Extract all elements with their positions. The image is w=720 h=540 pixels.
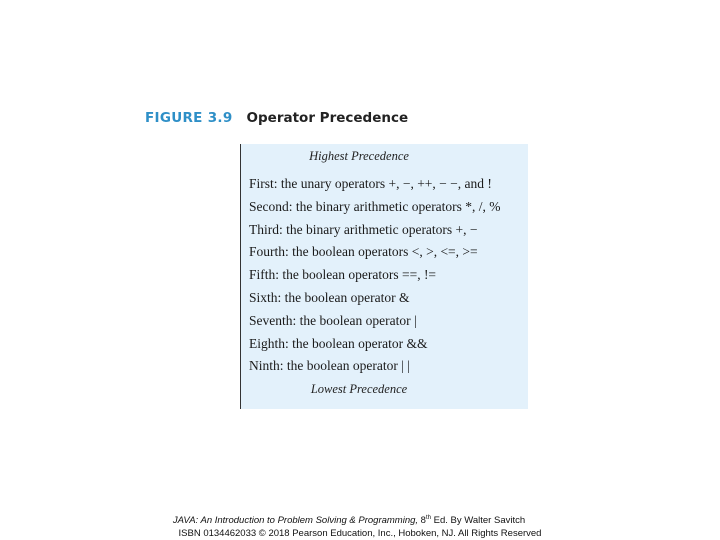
precedence-row-third: Third: the binary arithmetic operators +, − [249,221,478,237]
lowest-precedence-caption: Lowest Precedence [310,382,408,396]
precedence-table [240,144,528,409]
footer-edition-number: 8 [420,515,426,527]
figure-title: Operator Precedence [246,110,409,126]
footer-citation [0,512,709,527]
footer-copyright: ISBN 0134462033 © 2018 Pearson Education, Inc., Hoboken, NJ. All Rights Reserved [178,528,542,540]
precedence-row-fifth: Fifth: the boolean operators ==, != [249,267,437,283]
precedence-list [249,173,501,378]
precedence-row-fourth: Fourth: the boolean operators <, >, <=, >= [249,244,478,260]
precedence-row-second: Second: the binary arithmetic operators *, /, % [249,198,501,214]
highest-precedence-caption: Highest Precedence [309,149,409,163]
footer-edition-suffix: th [425,515,431,521]
slide-footer [0,512,720,540]
precedence-row-eighth: Eighth: the boolean operator && [249,335,428,351]
footer-edition-author: Ed. By Walter Savitch [430,515,526,527]
precedence-row-sixth: Sixth: the boolean operator & [249,289,410,305]
precedence-row-first: First: the unary operators +, −, ++, − −, and ! [249,176,492,191]
precedence-row-ninth: Ninth: the boolean operator | | [249,358,410,374]
figure-number: FIGURE 3.9 [145,110,233,126]
precedence-row-seventh: Seventh: the boolean operator | [249,312,417,328]
footer-book-title: JAVA: An Introduction to Problem Solving & Programming, [172,515,419,527]
figure-header [145,110,408,130]
